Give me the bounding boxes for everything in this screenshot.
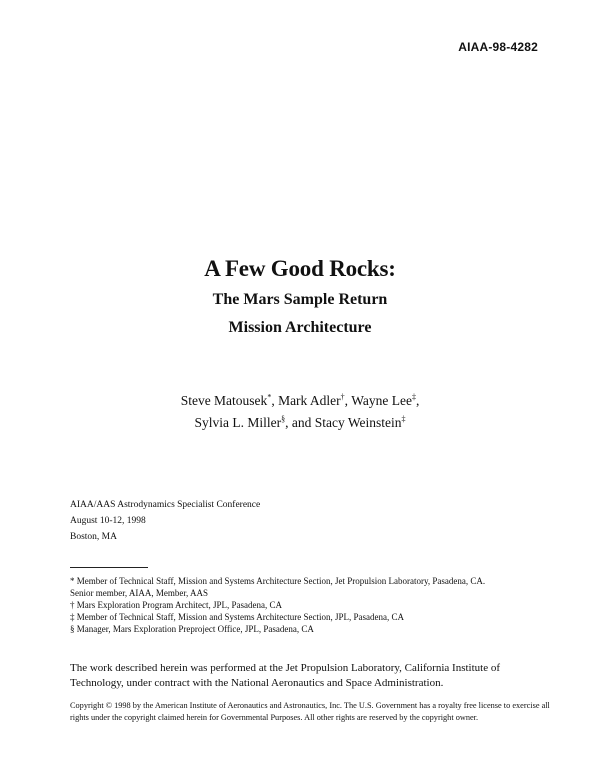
author-name: Steve Matousek	[180, 393, 268, 408]
copyright-notice: Copyright © 1998 by the American Institute of Aeronautics and Astronautics, Inc. The U.S. Government has a royalty free license to exercise all rights under the copyright claimed herein for Governmental Purposes. All other rights are reserved by the copyright owner.	[70, 701, 550, 722]
author-list	[0, 390, 600, 434]
conference-dates: August 10-12, 1998	[70, 516, 146, 526]
author-footnote-mark: ‡	[411, 392, 416, 402]
footnote: † Mars Exploration Program Architect, JPL, Pasadena, CA	[70, 600, 282, 610]
footnote-continuation: Senior member, AIAA, Member, AAS	[70, 588, 209, 598]
footnote: § Manager, Mars Exploration Preproject Office, JPL, Pasadena, CA	[70, 624, 314, 634]
conference-info	[70, 497, 260, 545]
paper-subtitle-line-1: The Mars Sample Return	[212, 291, 388, 308]
footnote: ‡ Member of Technical Staff, Mission and Systems Architecture Section, JPL, Pasadena, CA	[70, 612, 404, 622]
author-name: Sylvia L. Miller	[194, 415, 282, 430]
author-footnote-mark: §	[281, 414, 286, 424]
paper-subtitle-line-2: Mission Architecture	[228, 319, 372, 336]
footnote: * Member of Technical Staff, Mission and Systems Architecture Section, Jet Propulsion Laboratory, Pasadena, CA.	[70, 576, 486, 586]
author-line-2	[0, 412, 600, 434]
author-footnote-mark: ‡	[401, 414, 406, 424]
author-footnote-mark: †	[340, 392, 345, 402]
author-line-1	[0, 390, 600, 412]
author-separator: ,	[415, 393, 420, 408]
author-name: Stacy Weinstein	[314, 415, 402, 430]
author-name: Mark Adler	[278, 393, 341, 408]
paper-title: A Few Good Rocks:	[204, 256, 396, 281]
footnote-divider	[70, 567, 148, 568]
acknowledgement-paragraph: The work described herein was performed at the Jet Propulsion Laboratory, California Institute of Technology, under contract with the National Aeronautics and Space Administration.	[70, 662, 500, 689]
conference-location: Boston, MA	[70, 532, 117, 542]
author-footnote-mark: *	[267, 392, 272, 402]
paper-number: AIAA-98-4282	[458, 40, 538, 54]
author-separator: ,	[271, 393, 279, 408]
author-name: Wayne Lee	[351, 393, 412, 408]
conference-name: AIAA/AAS Astrodynamics Specialist Conference	[70, 500, 261, 510]
author-separator: , and	[285, 415, 315, 430]
title-block	[0, 254, 600, 340]
footnotes	[70, 575, 540, 635]
author-separator: ,	[344, 393, 352, 408]
